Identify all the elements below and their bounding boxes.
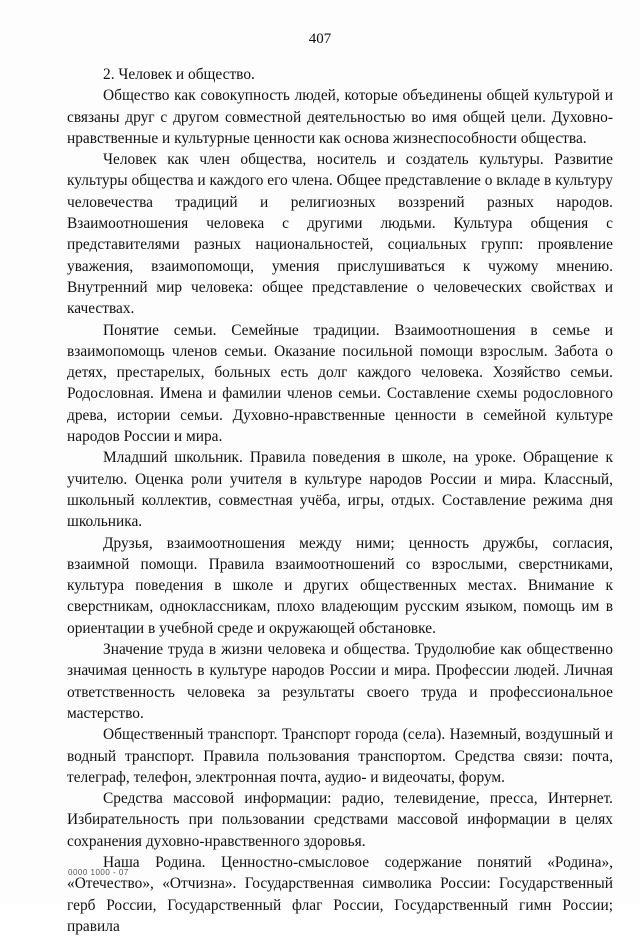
paragraph-society: Общество как совокупность людей, которые объединены общей культурой и связаны друг с другом совместной деятельностью во имя общей цели. Духовно-нравственные и культурные ценности как основа жизнеспособности общества. (67, 87, 613, 147)
paragraph-schoolchild: Младший школьник. Правила поведения в школе, на уроке. Обращение к учителю. Оценка роли учителя в культуре народов России и мира. Классный, школьный коллектив, совместная учёба, игры, отдых. Составление режима дня школьника. (67, 449, 613, 531)
paragraph-friends: Друзья, взаимоотношения между ними; ценность дружбы, согласия, взаимной помощи. Правила взаимоотношений со взрослыми, сверстниками, культура поведения в школе и других общественных местах. Внимание к сверстникам, одноклассникам, плохо владеющим русским языком, помощь им в ориентации в учебной среде и окружающей обстановке. (67, 534, 613, 637)
page-number: 407 (308, 31, 332, 47)
section-heading: 2. Человек и общество. (103, 66, 255, 83)
footer-document-code: 0000 1000 - 07 (68, 868, 129, 877)
paragraph-labor: Значение труда в жизни человека и общества. Трудолюбие как общественно значимая ценность в культуре народов России и мира. Профессии людей. Личная ответственность человека за результаты своего труда и профессиональное мастерство. (67, 641, 613, 722)
page-content (67, 64, 613, 937)
paragraph-motherland: Наша Родина. Ценностно-смысловое содержание понятий «Родина», «Отечество», «Отчизна». Государственная символика России: Государственный герб России, Государственный флаг России, Государственный гимн России; правила (67, 853, 613, 935)
paragraph-mass-media: Средства массовой информации: радио, телевидение, пресса, Интернет. Избирательность при пользовании средствами массовой информации в целях сохранения духовно-нравственного здоровья. (67, 790, 613, 850)
paragraph-transport: Общественный транспорт. Транспорт города (села). Наземный, воздушный и водный транспорт. Правила пользования транспортом. Средства связи: почта, телеграф, телефон, электронная почта, аудио- и видеочаты, форум. (67, 726, 613, 786)
paragraph-family: Понятие семьи. Семейные традиции. Взаимоотношения в семье и взаимопомощь членов семьи. Оказание посильной помощи взрослым. Забота о детях, престарелых, больных есть долг каждого человека. Хозяйство семьи. Родословная. Имена и фамилии членов семьи. Составление схемы родословного древа, истории семьи. Духовно-нравственные ценности в семейной культуре народов России и мира. (67, 321, 613, 446)
paragraph-person: Человек как член общества, носитель и создатель культуры. Развитие культуры общества и каждого его члена. Общее представление о вкладе в культуру человечества традиций и религиозных воззрений разных народов. Взаимоотношения человека с другими людьми. Культура общения с представителями разных национальностей, социальных групп: проявление уважения, взаимопомощи, умения прислушиваться к чужому мнению. Внутренний мир человека: общее представление о человеческих свойствах и качествах. (67, 151, 613, 318)
